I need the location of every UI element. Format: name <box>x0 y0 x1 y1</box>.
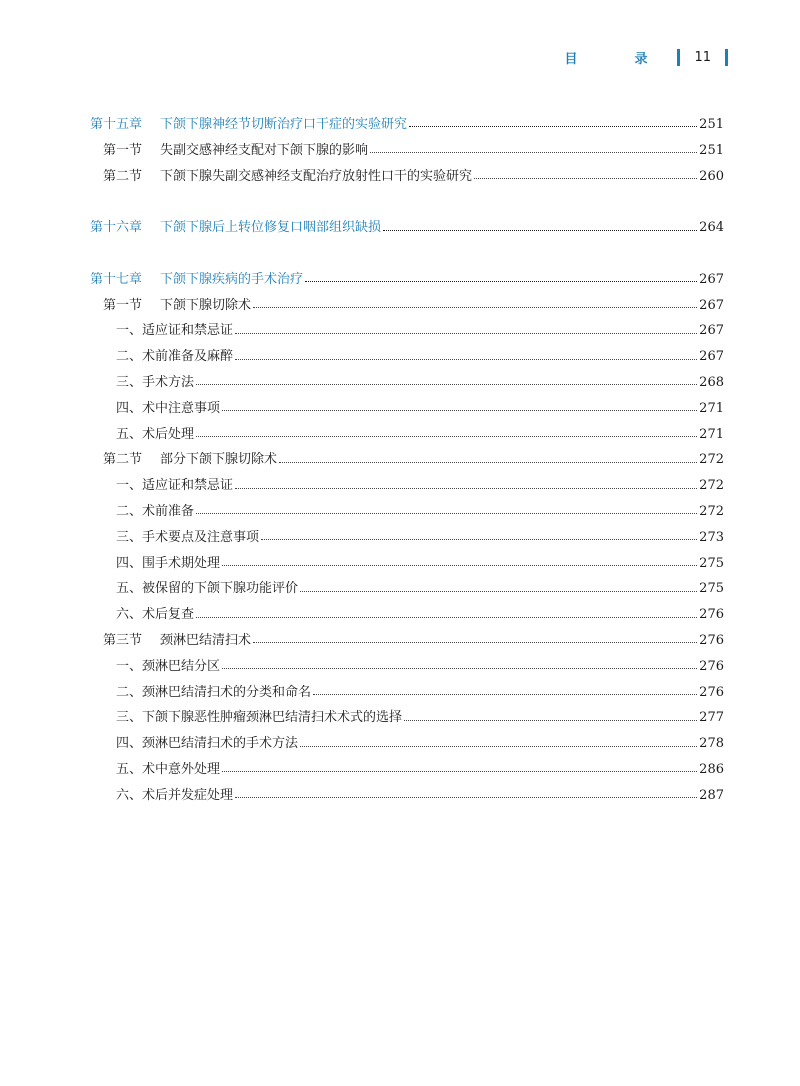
toc-entry-title: 部分下颌下腺切除术 <box>160 452 278 468</box>
toc-entry-title: 四、术中注意事项 <box>116 400 221 416</box>
dot-leader <box>222 410 697 411</box>
toc-entry-page: 272 <box>699 452 724 468</box>
toc-entry-page: 276 <box>699 632 724 648</box>
toc-chapter-entry[interactable] <box>90 267 724 293</box>
toc-entry-page: 286 <box>699 761 724 777</box>
toc-entry-title: 四、围手术期处理 <box>116 555 221 571</box>
dot-leader <box>409 126 697 127</box>
toc-entry-title: 六、术后并发症处理 <box>116 787 234 803</box>
toc-item-entry[interactable] <box>90 654 724 680</box>
dot-leader <box>370 152 697 153</box>
toc-entry-number: 第十七章 <box>90 271 143 287</box>
toc-section-entry[interactable] <box>90 293 724 319</box>
dot-leader <box>235 797 697 798</box>
toc-entry-title: 一、适应证和禁忌证 <box>116 323 234 339</box>
toc-entry-title: 二、术前准备 <box>116 503 195 519</box>
toc-entry-page: 268 <box>699 374 724 390</box>
toc-item-entry[interactable] <box>90 370 724 396</box>
dot-leader <box>305 281 697 282</box>
toc-entry-page: 278 <box>699 736 724 752</box>
dot-leader <box>261 539 697 540</box>
toc-item-entry[interactable] <box>90 344 724 370</box>
dot-leader <box>383 230 697 231</box>
toc-entry-title: 三、手术方法 <box>116 374 195 390</box>
toc-item-entry[interactable] <box>90 576 724 602</box>
page-number: 11 <box>694 50 711 65</box>
dot-leader <box>235 488 697 489</box>
dot-leader <box>474 178 697 179</box>
toc-item-entry[interactable] <box>90 422 724 448</box>
toc-entry-title: 三、手术要点及注意事项 <box>116 529 260 545</box>
toc-entry-title: 下颌下腺后上转位修复口咽部组织缺损 <box>160 220 382 236</box>
toc-entry-page: 273 <box>699 529 724 545</box>
toc-entry-page: 251 <box>699 142 724 158</box>
toc-item-entry[interactable] <box>90 757 724 783</box>
dot-leader <box>235 333 697 334</box>
toc-entry-title: 失副交感神经支配对下颌下腺的影响 <box>160 142 369 158</box>
toc-entry-page: 275 <box>699 555 724 571</box>
dot-leader <box>222 565 697 566</box>
toc-entry-page: 275 <box>699 581 724 597</box>
dot-leader <box>253 307 697 308</box>
toc-item-entry[interactable] <box>90 783 724 809</box>
toc-entry-title: 一、适应证和禁忌证 <box>116 478 234 494</box>
toc-chapter-entry[interactable] <box>90 215 724 241</box>
toc-entry-page: 267 <box>699 271 724 287</box>
toc-entry-title: 一、颈淋巴结分区 <box>116 658 221 674</box>
toc-section-entry[interactable] <box>90 164 724 190</box>
toc-item-entry[interactable] <box>90 473 724 499</box>
dot-leader <box>235 359 697 360</box>
toc-entry-page: 260 <box>699 168 724 184</box>
toc-entry-number: 第二节 <box>103 168 143 184</box>
toc-entry-page: 287 <box>699 787 724 803</box>
toc-section-entry[interactable] <box>90 138 724 164</box>
toc-item-entry[interactable] <box>90 731 724 757</box>
toc-entry-page: 271 <box>699 400 724 416</box>
toc-entry-page: 272 <box>699 503 724 519</box>
toc-entry-title: 下颌下腺神经节切断治疗口干症的实验研究 <box>160 117 408 132</box>
dot-leader <box>253 642 697 643</box>
toc-entry-number: 第一节 <box>103 142 143 158</box>
toc-entry-title: 二、颈淋巴结清扫术的分类和命名 <box>116 684 312 700</box>
toc-entry-title: 二、术前准备及麻醉 <box>116 349 234 365</box>
toc-entry-page: 271 <box>699 426 724 442</box>
dot-leader <box>196 384 697 385</box>
dot-leader <box>196 617 697 618</box>
toc-section-entry[interactable] <box>90 447 724 473</box>
toc-entry-title: 五、被保留的下颌下腺功能评价 <box>116 581 299 597</box>
toc-entry-title: 六、术后复查 <box>116 607 195 623</box>
dot-leader <box>300 591 697 592</box>
toc-entry-title: 下颌下腺切除术 <box>160 297 252 313</box>
dot-leader <box>404 720 697 721</box>
dot-leader <box>196 513 697 514</box>
toc-entry-page: 267 <box>699 297 724 313</box>
running-head <box>564 48 728 67</box>
dot-leader <box>222 668 697 669</box>
toc-item-entry[interactable] <box>90 396 724 422</box>
dot-leader <box>300 746 697 747</box>
running-head-divider <box>677 49 680 66</box>
dot-leader <box>196 436 697 437</box>
toc-entry-page: 267 <box>699 323 724 339</box>
table-of-contents <box>90 112 724 809</box>
toc-item-entry[interactable] <box>90 499 724 525</box>
dot-leader <box>313 694 697 695</box>
toc-entry-page: 251 <box>699 117 724 132</box>
toc-entry-page: 272 <box>699 478 724 494</box>
toc-entry-page: 276 <box>699 658 724 674</box>
toc-item-entry[interactable] <box>90 680 724 706</box>
toc-entry-title: 下颌下腺疾病的手术治疗 <box>160 271 304 287</box>
toc-entry-title: 三、下颌下腺恶性肿瘤颈淋巴结清扫术术式的选择 <box>116 710 403 726</box>
toc-chapter-entry[interactable] <box>90 112 724 138</box>
toc-entry-title: 颈淋巴结清扫术 <box>160 632 252 648</box>
toc-entry-number: 第十五章 <box>90 117 143 132</box>
toc-entry-title: 五、术后处理 <box>116 426 195 442</box>
running-head-title: 目 录 <box>564 52 670 67</box>
toc-entry-title: 下颌下腺失副交感神经支配治疗放射性口干的实验研究 <box>160 168 473 184</box>
toc-item-entry[interactable] <box>90 525 724 551</box>
toc-entry-number: 第十六章 <box>90 220 143 236</box>
running-head-divider <box>725 49 728 66</box>
toc-item-entry[interactable] <box>90 602 724 628</box>
toc-entry-page: 276 <box>699 684 724 700</box>
toc-entry-title: 五、术中意外处理 <box>116 761 221 777</box>
dot-leader <box>279 462 697 463</box>
toc-entry-page: 276 <box>699 607 724 623</box>
toc-entry-number: 第三节 <box>103 632 143 648</box>
toc-entry-page: 264 <box>699 220 724 236</box>
toc-entry-page: 277 <box>699 710 724 726</box>
dot-leader <box>222 771 697 772</box>
toc-item-entry[interactable] <box>90 705 724 731</box>
toc-entry-title: 四、颈淋巴结清扫术的手术方法 <box>116 736 299 752</box>
toc-entry-number: 第二节 <box>103 452 143 468</box>
toc-entry-page: 267 <box>699 349 724 365</box>
toc-entry-number: 第一节 <box>103 297 143 313</box>
toc-item-entry[interactable] <box>90 551 724 577</box>
toc-item-entry[interactable] <box>90 318 724 344</box>
toc-section-entry[interactable] <box>90 628 724 654</box>
